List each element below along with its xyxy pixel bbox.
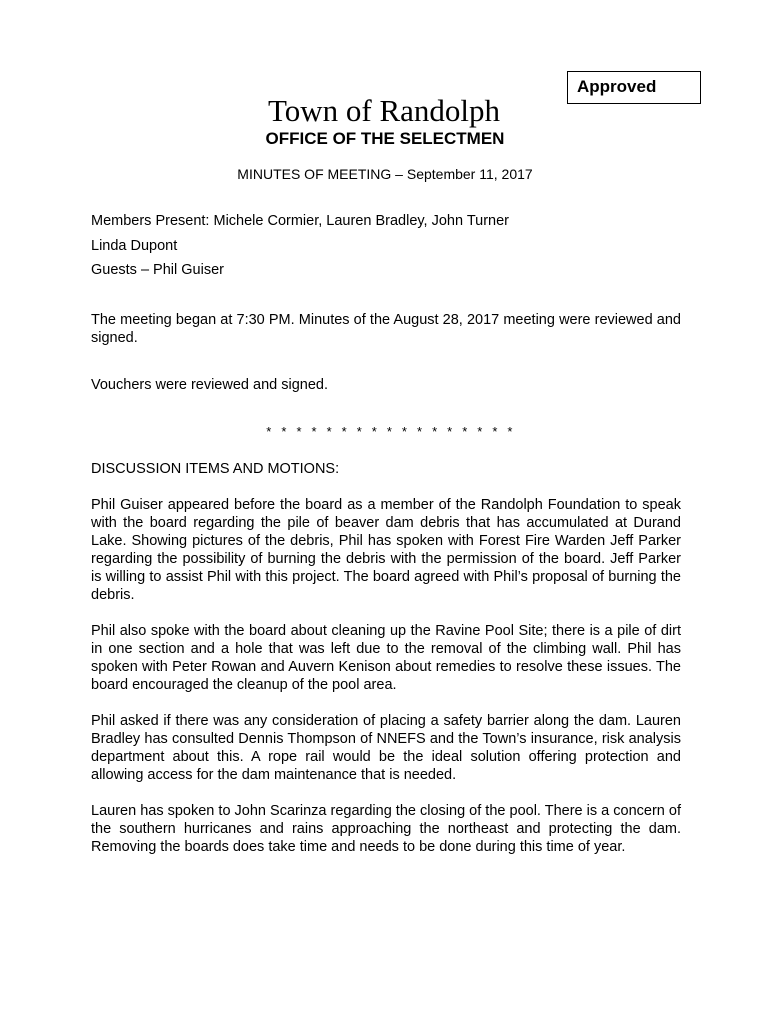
members-present-line: Members Present: Michele Cormier, Lauren Bradley, John Turner [91,213,509,229]
discussion-paragraph: Phil Guiser appeared before the board as a member of the Randolph Foundation to speak with the board regarding the pile of beaver dam debris that has accumulated at Durand Lake. Showing pictures of the debris, Phil has spoken with Forest Fire Warden Jeff Parker regarding the possibility of burning the debris with the permission of the board. Jeff Parker is willing to assist Phil with this project. The board agreed with Phil’s proposal of burning the debris. [91,497,681,603]
town-title-text: Town of Randolph [267,93,501,128]
minutes-date-line: MINUTES OF MEETING – September 11, 2017 [237,166,533,182]
meeting-began-paragraph: The meeting began at 7:30 PM. Minutes of the August 28, 2017 meeting were reviewed and signed. [91,312,681,346]
town-title [0,93,770,129]
approved-stamp: Approved [567,71,701,104]
discussion-heading: DISCUSSION ITEMS AND MOTIONS: [91,461,340,477]
discussion-paragraph: Lauren has spoken to John Scarinza regarding the closing of the pool. There is a concern of the southern hurricanes and rains approaching the northeast and protecting the dam. Removing the boards does take time and needs to be done during this time of year. [91,803,681,855]
discussion-paragraph: Phil also spoke with the board about cleaning up the Ravine Pool Site; there is a pile of dirt in one section and a hole that was left due to the removal of the climbing wall. Phil has spoken with Peter Rowan and Auvern Kenison about remedies to resolve these issues. The board encouraged the cleanup of the pool area. [91,623,681,693]
members-present-continued: Linda Dupont [91,238,178,254]
guests-line: Guests – Phil Guiser [91,262,224,278]
discussion-paragraph: Phil asked if there was any consideration of placing a safety barrier along the dam. Lauren Bradley has consulted Dennis Thompson of NNEFS and the Town’s insurance, risk analysis department about this. A rope rail would be the ideal solution offering protection and allowing access for the dam maintenance that is needed. [91,713,681,783]
section-separator: * * * * * * * * * * * * * * * * * [266,424,516,439]
vouchers-line: Vouchers were reviewed and signed. [91,377,328,393]
office-heading: OFFICE OF THE SELECTMEN [265,129,505,148]
